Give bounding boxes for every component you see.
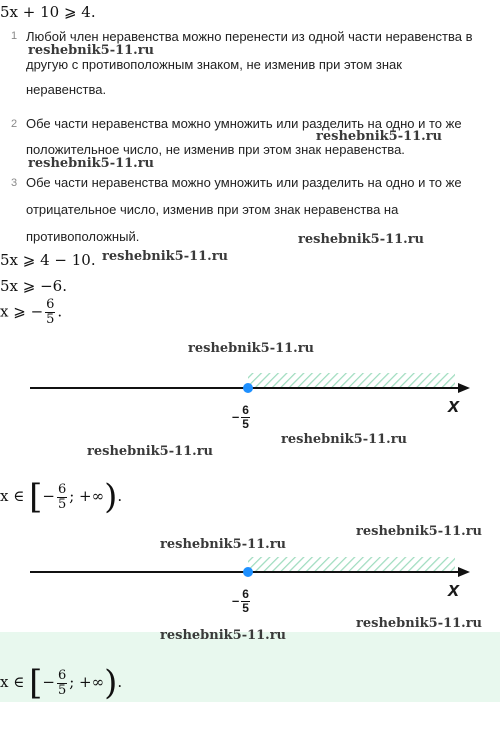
boundary-point <box>243 567 253 577</box>
bracket-left: [ <box>29 477 43 517</box>
watermark: reshebnik5-11.ru <box>298 232 425 247</box>
watermark: reshebnik5-11.ru <box>28 43 155 58</box>
rule-1-line-1: Любой член неравенства можно перенести из одной части неравенства в <box>26 29 473 44</box>
watermark: reshebnik5-11.ru <box>356 616 483 631</box>
interval-minus: − <box>42 673 55 691</box>
tick-minus: – <box>232 592 240 608</box>
watermark: reshebnik5-11.ru <box>356 524 483 539</box>
interval-denominator: 5 <box>57 682 67 698</box>
rule-number-3: 3 <box>11 177 18 189</box>
hatched-region <box>248 557 455 572</box>
axis-tick-label-2 <box>232 588 252 615</box>
step-3-prefix: x ⩾ − <box>0 302 44 321</box>
watermark: reshebnik5-11.ru <box>87 444 214 459</box>
rule-3-line-1: Обе части неравенства можно умножить или разделить на одно и то же <box>26 175 462 190</box>
watermark: reshebnik5-11.ru <box>160 537 287 552</box>
bracket-right: ) <box>104 663 118 703</box>
boundary-point <box>243 383 253 393</box>
tick-fraction <box>241 588 250 615</box>
rule-3-line-2: отрицательное число, изменив при этом знак неравенства на <box>26 202 399 217</box>
tick-minus: – <box>232 408 240 424</box>
rule-1-line-3: неравенства. <box>26 82 107 97</box>
interval-minus: − <box>42 487 55 505</box>
interval-numerator: 6 <box>57 481 67 497</box>
interval-denominator: 5 <box>57 496 67 512</box>
hatched-region <box>248 373 455 388</box>
interval-rest: ; +∞ <box>69 673 105 691</box>
axis-tick-label-1 <box>232 404 252 431</box>
rule-2-line-2: положительное число, не изменив при этом знак неравенства. <box>26 142 405 157</box>
tick-numerator: 6 <box>242 403 249 417</box>
axis-label-1: x <box>448 395 460 417</box>
interval-rest: ; +∞ <box>69 487 105 505</box>
fraction <box>45 298 55 327</box>
watermark: reshebnik5-11.ru <box>316 129 443 144</box>
equation-step-2: 5x ⩾ −6. <box>0 277 67 295</box>
axis-arrow <box>458 383 470 393</box>
equation-step-3 <box>0 298 62 327</box>
equation-initial: 5x + 10 ⩾ 4. <box>0 3 96 21</box>
rule-number-1: 1 <box>11 30 18 42</box>
interval-prefix: x ∈ <box>0 673 30 691</box>
fraction-numerator: 6 <box>46 297 55 312</box>
rule-1-line-2: другую с противоположным знаком, не изменив при этом знак <box>26 57 402 72</box>
tick-denominator: 5 <box>242 601 249 615</box>
bracket-left: [ <box>29 663 43 703</box>
tick-denominator: 5 <box>242 417 249 431</box>
interval-dot: . <box>117 487 123 505</box>
rule-3-line-3: противоположный. <box>26 229 140 244</box>
interval-dot: . <box>117 673 123 691</box>
rule-2-line-1: Обе части неравенства можно умножить или разделить на одно и то же <box>26 116 462 131</box>
interval-answer <box>0 663 123 703</box>
watermark: reshebnik5-11.ru <box>28 156 155 171</box>
watermark: reshebnik5-11.ru <box>188 341 315 356</box>
interval-fraction <box>57 483 67 512</box>
bracket-right: ) <box>104 477 118 517</box>
interval-prefix: x ∈ <box>0 487 30 505</box>
tick-numerator: 6 <box>242 587 249 601</box>
interval-fraction <box>57 669 67 698</box>
watermark: reshebnik5-11.ru <box>281 432 408 447</box>
rule-number-2: 2 <box>11 118 18 130</box>
fraction-denominator: 5 <box>46 312 55 327</box>
axis-arrow <box>458 567 470 577</box>
watermark: reshebnik5-11.ru <box>102 249 229 264</box>
step-3-suffix: . <box>57 302 63 321</box>
equation-step-1: 5x ⩾ 4 − 10. <box>0 251 96 269</box>
watermark: reshebnik5-11.ru <box>160 628 287 643</box>
axis-label-2: x <box>448 579 460 601</box>
tick-fraction <box>241 404 250 431</box>
interval-numerator: 6 <box>57 667 67 683</box>
interval-1 <box>0 477 123 517</box>
